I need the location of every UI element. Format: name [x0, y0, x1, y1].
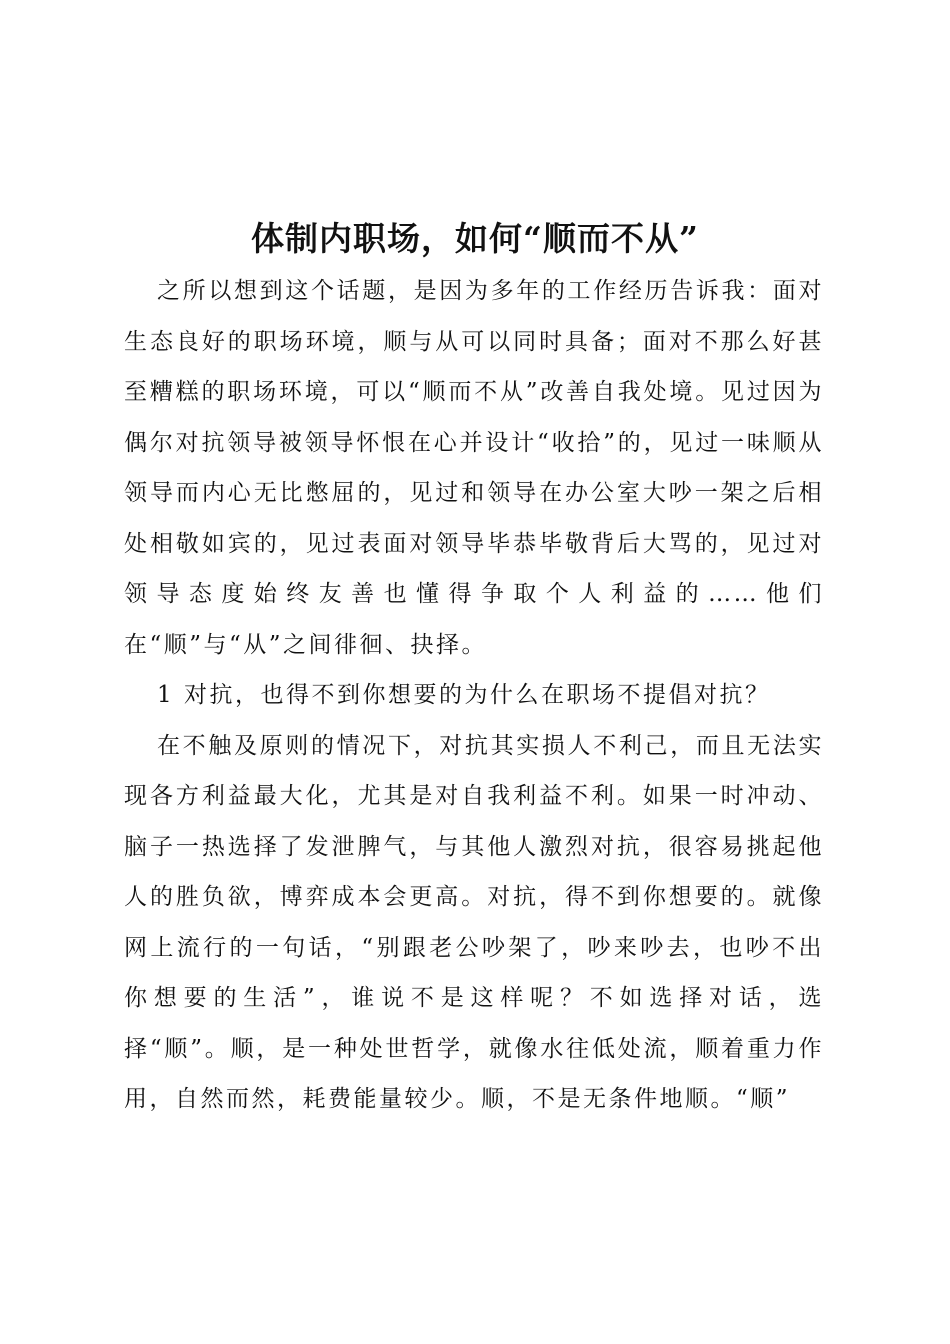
document-title: 体制内职场，如何“顺而不从”	[251, 219, 699, 258]
section-heading-paragraph: 1 对抗，也得不到你想要的为什么在职场不提倡对抗？	[157, 682, 771, 708]
intro-paragraph: 之所以想到这个话题，是因为多年的工作经历告诉我：面对生态良好的职场环境，顺与从可以同时具备；面对不那么好甚至糟糕的职场环境，可以“顺而不从”改善自我处境。见过因为偶尔对抗领导被领导怀恨在心并设计“收拾”的，见过一味顺从领导而内心无比憋屈的，见过和领导在办公室大吵一架之后相处相敬如宾的，见过表面对领导毕恭毕敬背后大骂的，见过对领导态度始终友善也懂得争取个人利益的……他们在“顺”与“从”之间徘徊、抉择。	[124, 278, 824, 658]
document-body	[124, 266, 824, 1125]
body-paragraph: 在不触及原则的情况下，对抗其实损人不利己，而且无法实现各方利益最大化，尤其是对自我利益不利。如果一时冲动、脑子一热选择了发泄脾气，与其他人激烈对抗，很容易挑起他人的胜负欲，博弈成本会更高。对抗，得不到你想要的。就像网上流行的一句话，“别跟老公吵架了，吵来吵去，也吵不出你想要的生活”，谁说不是这样呢？不如选择对话，选择“顺”。顺，是一种处世哲学，就像水往低处流，顺着重力作用，自然而然，耗费能量较少。顺，不是无条件地顺。“顺”	[124, 732, 824, 1112]
